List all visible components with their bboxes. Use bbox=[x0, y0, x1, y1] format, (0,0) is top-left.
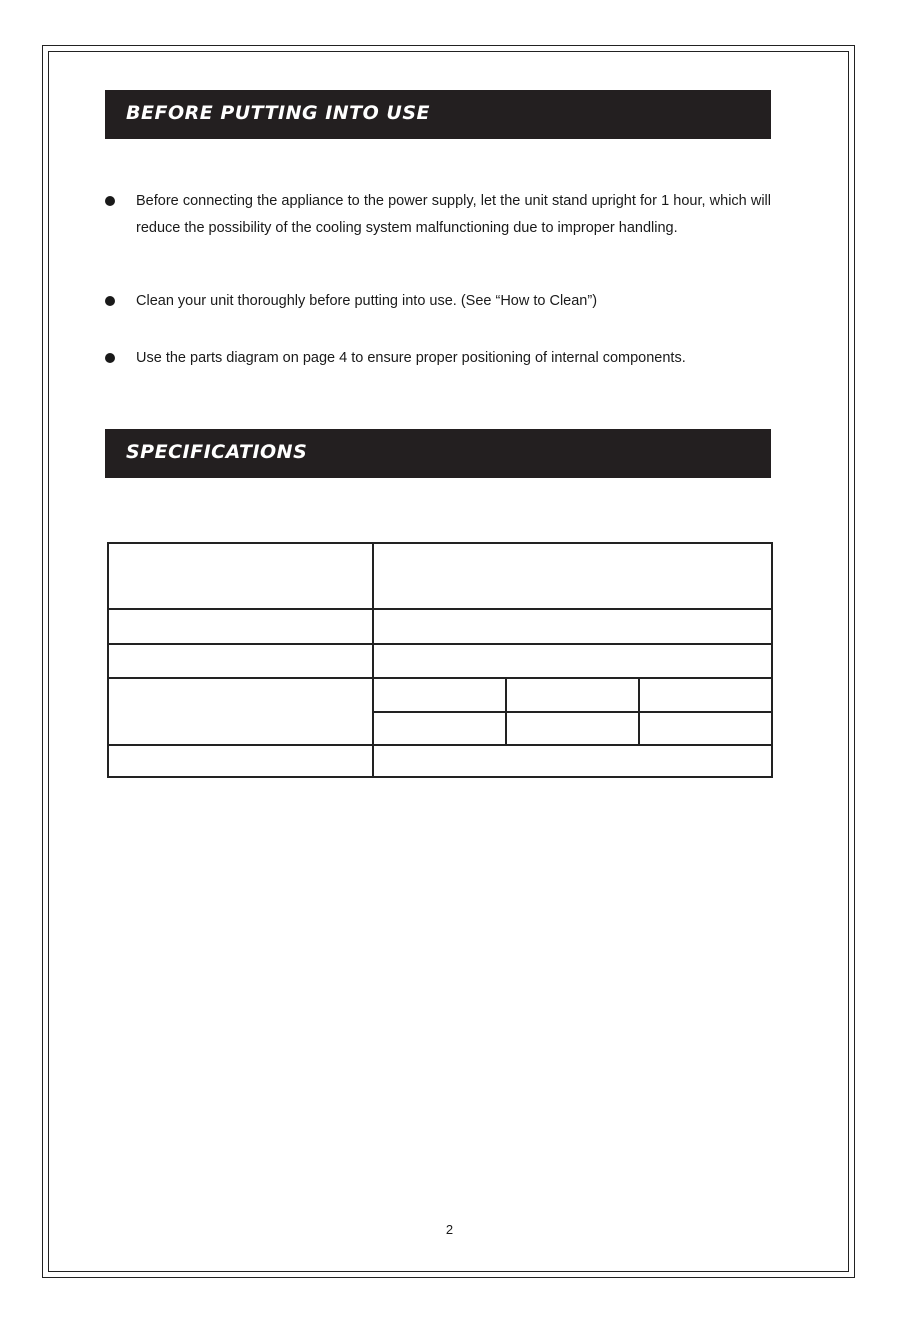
bullet-icon bbox=[105, 196, 115, 206]
table-rule bbox=[372, 711, 773, 713]
section-banner-specifications bbox=[105, 429, 771, 478]
table-rule bbox=[107, 677, 773, 679]
table-rule bbox=[107, 542, 773, 544]
table-rule bbox=[771, 542, 773, 778]
specifications-table bbox=[107, 542, 773, 778]
page-number: 2 bbox=[445, 1222, 454, 1237]
list-item-text: Before connecting the appliance to the power supply, let the unit stand upright for 1 hour, which will reduce the possibility of the cooling system malfunctioning due to improper handling. bbox=[136, 193, 771, 236]
section-banner-before-use bbox=[105, 90, 771, 139]
table-rule bbox=[107, 776, 773, 778]
section-heading-specifications: SPECIFICATIONS bbox=[126, 441, 308, 463]
bullet-icon bbox=[105, 353, 115, 363]
list-item-text: Clean your unit thoroughly before putting into use. (See “How to Clean”) bbox=[136, 293, 598, 309]
table-rule bbox=[372, 542, 374, 778]
bullet-icon bbox=[105, 296, 115, 306]
table-rule bbox=[107, 542, 109, 778]
table-rule bbox=[107, 608, 773, 610]
list-item-text: Use the parts diagram on page 4 to ensure proper positioning of internal components. bbox=[136, 350, 686, 366]
table-rule bbox=[107, 744, 773, 746]
table-rule bbox=[107, 643, 773, 645]
table-rule bbox=[638, 677, 640, 746]
section-heading-before-use: BEFORE PUTTING INTO USE bbox=[126, 102, 430, 124]
table-rule bbox=[505, 677, 507, 746]
